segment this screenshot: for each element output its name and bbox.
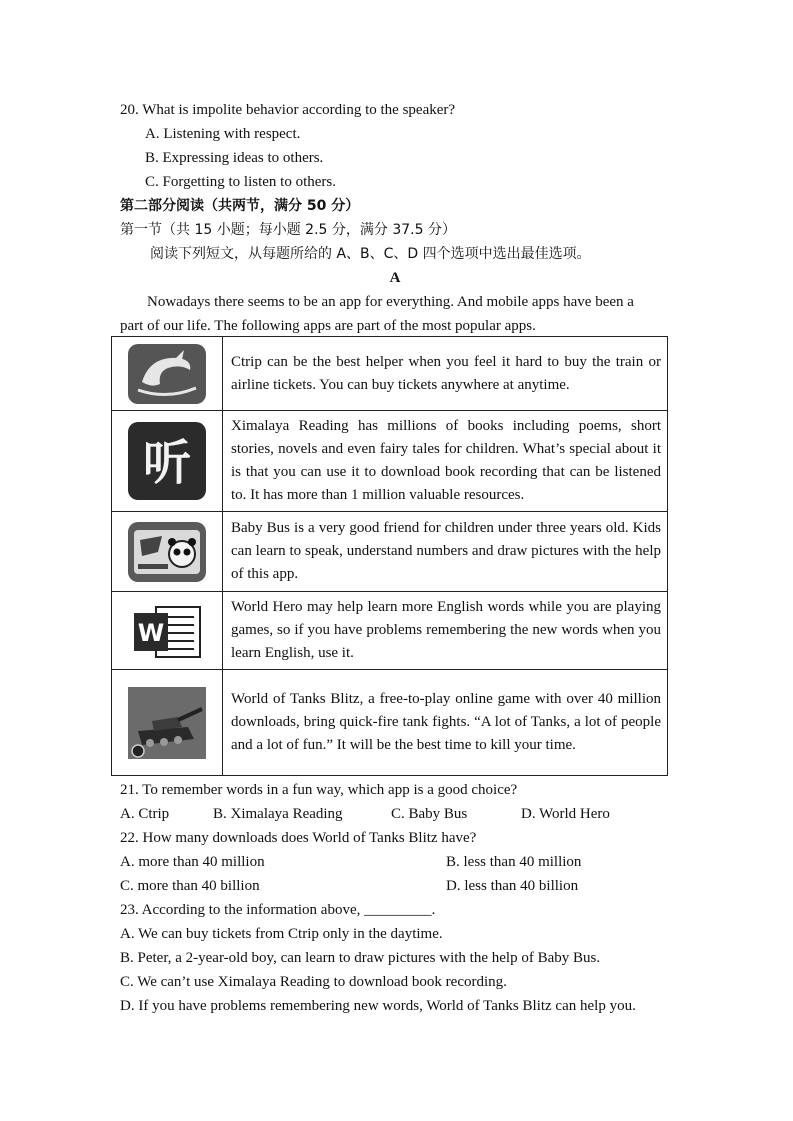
ximalaya-ting-icon	[128, 422, 206, 500]
q23-option-d: D. If you have problems remembering new words, World of Tanks Blitz can help you.	[120, 998, 636, 1014]
app-row	[112, 337, 668, 411]
app-row	[112, 411, 668, 512]
part2-heading: 第二部分阅读（共两节，满分 50 分）	[120, 198, 360, 214]
q22-option-d: D. less than 40 billion	[446, 878, 579, 894]
baby-bus-panda-icon	[128, 522, 206, 582]
app-description: Ctrip can be the best helper when you feel it hard to buy the train or airline tickets. You can buy tickets anywhere at anytime.	[223, 337, 668, 411]
passage-letter: A	[389, 270, 401, 286]
section1-heading: 第一节（共 15 小题；每小题 2.5 分，满分 37.5 分）	[120, 222, 456, 238]
app-icon-cell	[112, 512, 223, 592]
app-row	[112, 670, 668, 776]
app-row	[112, 592, 668, 670]
app-row	[112, 512, 668, 592]
q20-stem: 20. What is impolite behavior according to the speaker?	[120, 102, 456, 118]
app-icon-cell	[112, 337, 223, 411]
q22-option-b: B. less than 40 million	[446, 854, 582, 870]
app-description: Ximalaya Reading has millions of books including poems, short stories, novels and even fairy tales for children. What’s special about it is that you can use it to download book recording that can be listened to. It has more than 1 million valuable resources.	[223, 411, 668, 512]
q22-option-a: A. more than 40 million	[120, 854, 265, 870]
intro-line-2: part of our life. The following apps are part of the most popular apps.	[120, 318, 536, 334]
apps-table	[111, 336, 668, 776]
app-description: World of Tanks Blitz, a free-to-play online game with over 40 million downloads, bring quick-fire tank fights. “A lot of Tanks, a lot of people and a lot of fun.” It will be the best time to kill your time.	[223, 670, 668, 776]
app-icon-cell	[112, 411, 223, 512]
q21-option-d: D. World Hero	[521, 806, 610, 822]
ximalaya-glyph: 听	[142, 435, 192, 491]
q21-option-a: A. Ctrip	[120, 806, 170, 822]
app-description: Baby Bus is a very good friend for children under three years old. Kids can learn to speak, understand numbers and draw pictures with the help of this app.	[223, 512, 668, 592]
intro-line-1: Nowadays there seems to be an app for everything. And mobile apps have been a	[147, 294, 634, 310]
q20-option-a: A. Listening with respect.	[145, 126, 301, 142]
q21-stem: 21. To remember words in a fun way, which app is a good choice?	[120, 782, 518, 798]
q23-option-a: A. We can buy tickets from Ctrip only in the daytime.	[120, 926, 443, 942]
q20-option-b: B. Expressing ideas to others.	[145, 150, 324, 166]
q21-option-c: C. Baby Bus	[391, 806, 468, 822]
app-icon-cell	[112, 670, 223, 776]
app-icon-cell	[112, 592, 223, 670]
q23-option-c: C. We can’t use Ximalaya Reading to download book recording.	[120, 974, 507, 990]
q23-stem: 23. According to the information above, _________.	[120, 902, 436, 918]
q23-option-b: B. Peter, a 2-year-old boy, can learn to draw pictures with the help of Baby Bus.	[120, 950, 601, 966]
word-document-icon	[128, 601, 206, 661]
ctrip-dolphin-icon	[128, 344, 206, 404]
q22-option-c: C. more than 40 billion	[120, 878, 260, 894]
tank-icon	[128, 687, 206, 759]
app-description: World Hero may help learn more English words while you are playing games, so if you have problems remembering the new words when you learn English, use it.	[223, 592, 668, 670]
instruction-text: 阅读下列短文，从每题所给的 A、B、C、D 四个选项中选出最佳选项。	[150, 246, 591, 262]
word-glyph: W	[137, 618, 165, 647]
q20-option-c: C. Forgetting to listen to others.	[145, 174, 336, 190]
q21-option-b: B. Ximalaya Reading	[213, 806, 343, 822]
q22-stem: 22. How many downloads does World of Tanks Blitz have?	[120, 830, 477, 846]
